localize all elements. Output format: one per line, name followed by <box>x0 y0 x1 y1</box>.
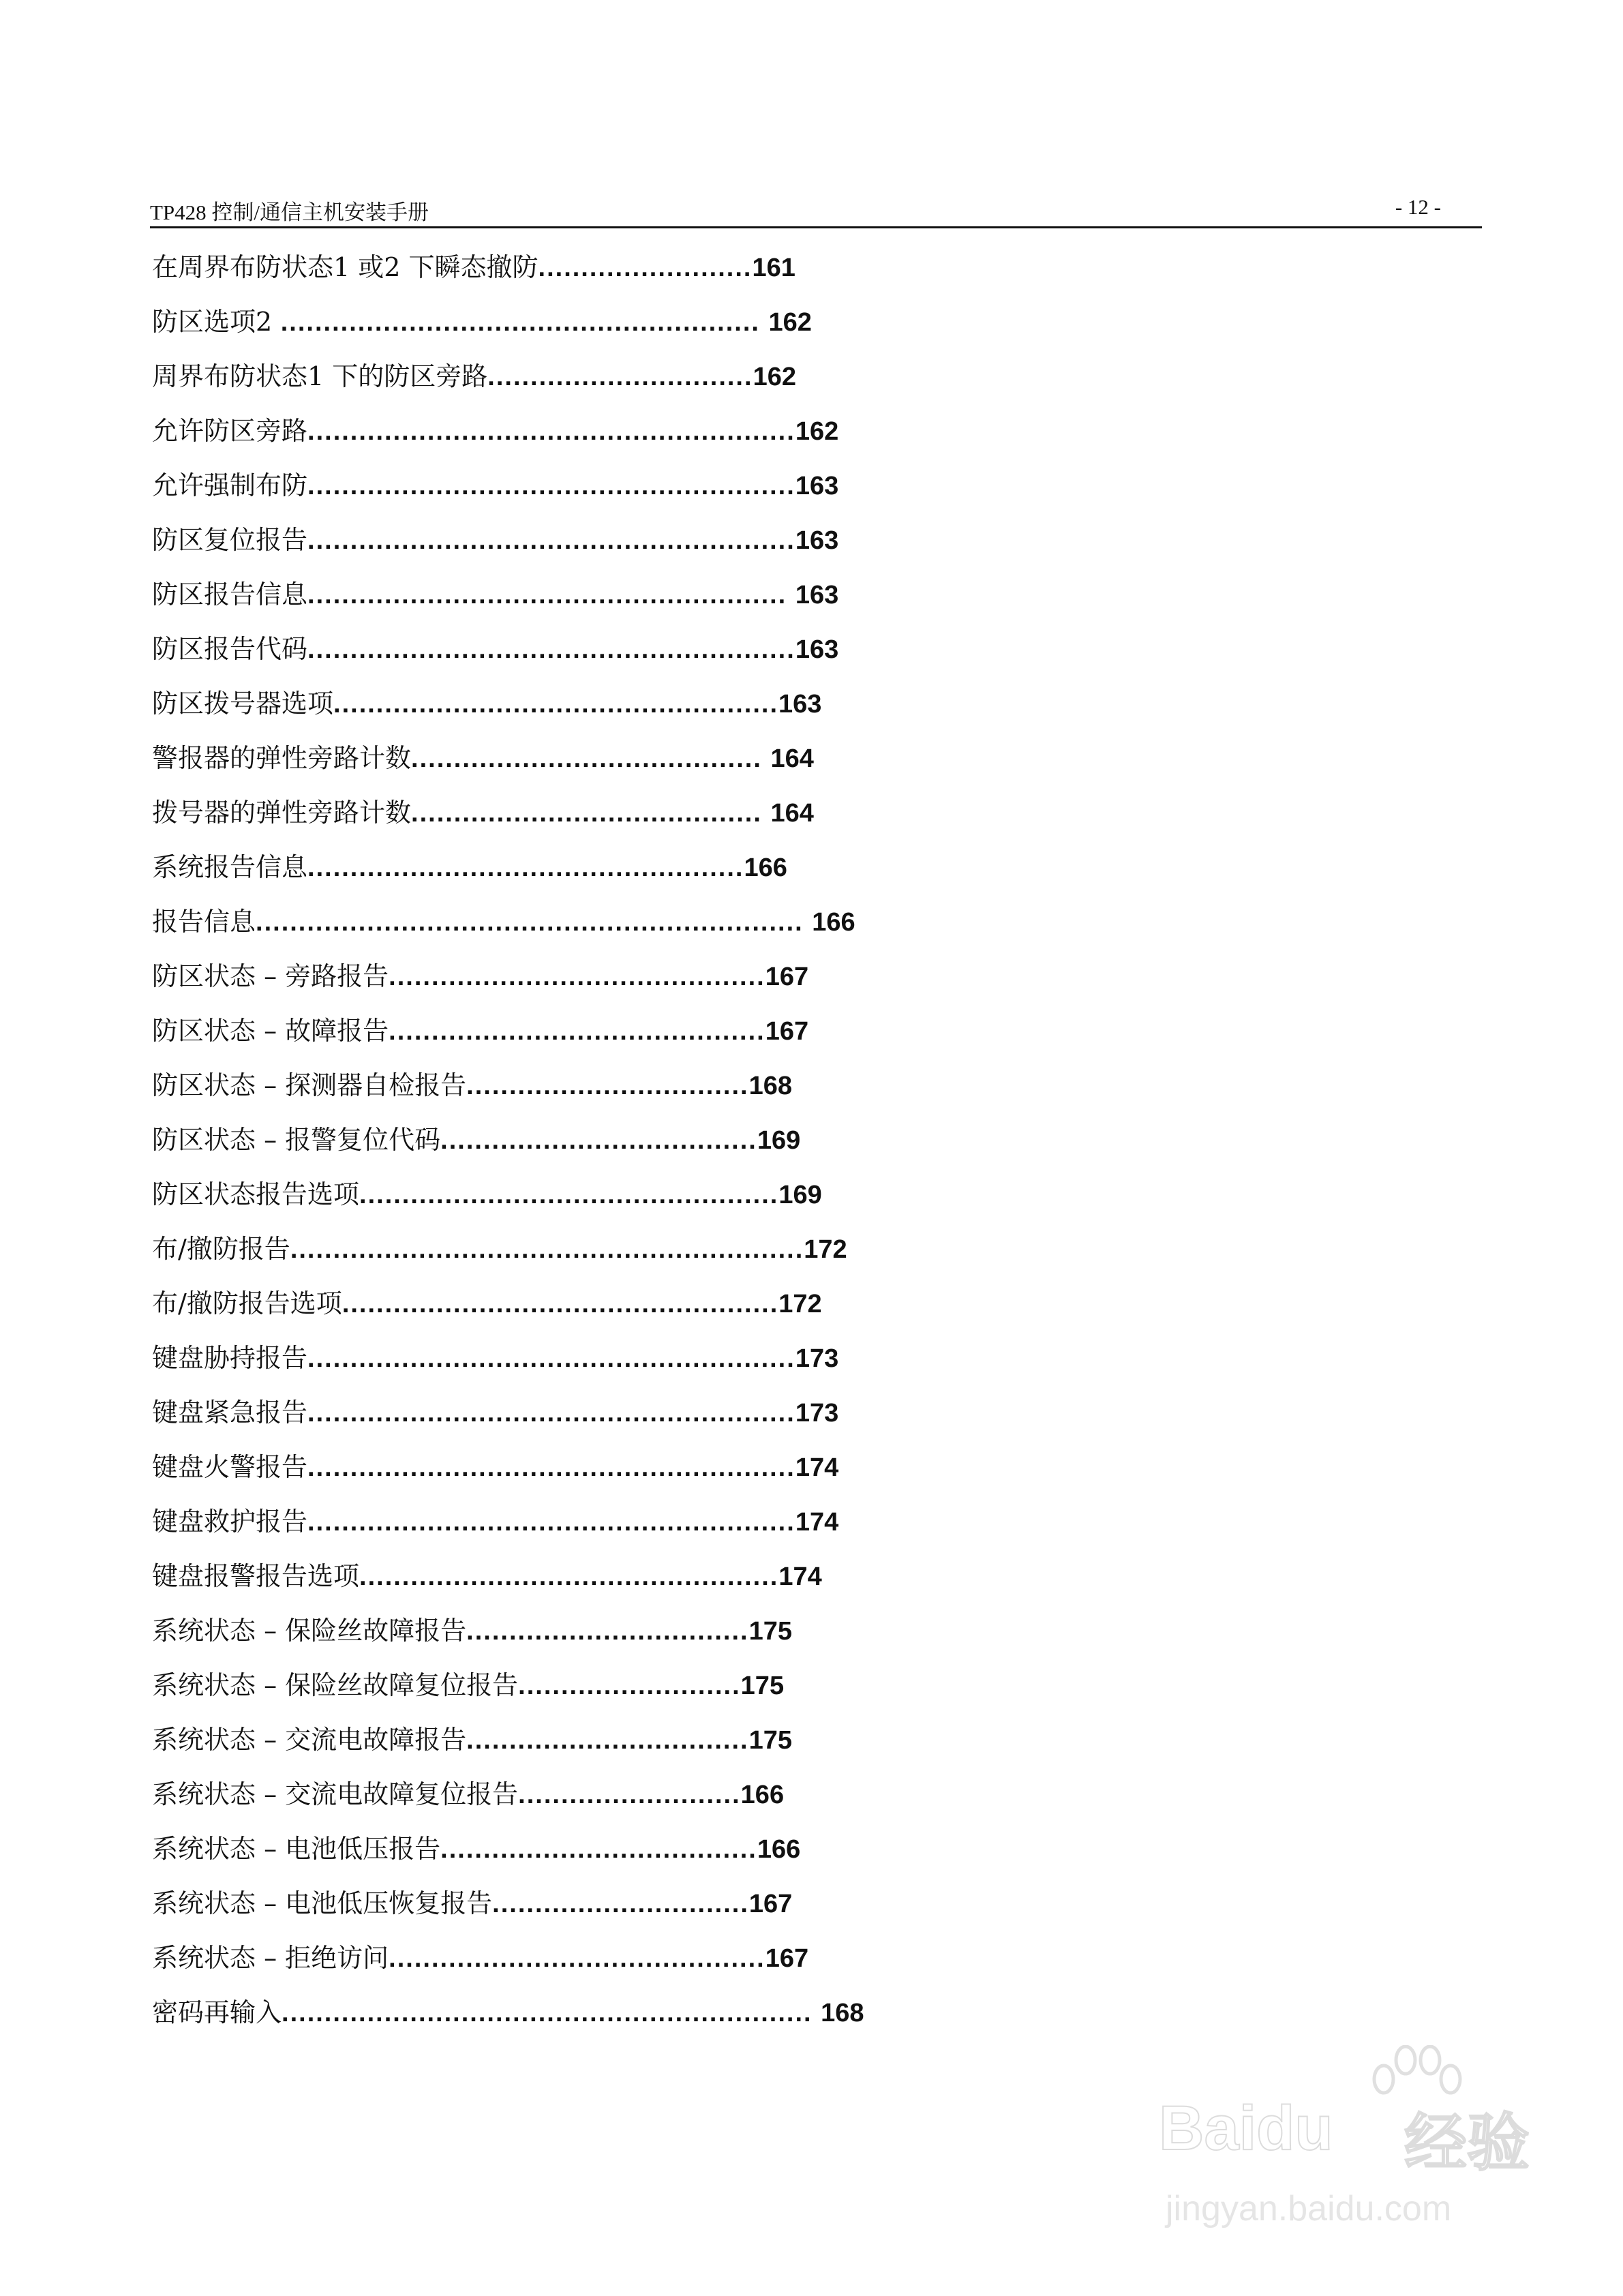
toc-entry <box>152 1065 834 1119</box>
toc-dot-leader: ................................. <box>466 1072 749 1100</box>
toc-entry <box>152 738 834 792</box>
toc-page-number: 173 <box>795 1399 839 1428</box>
toc-page-number: 167 <box>748 1890 793 1918</box>
toc-entry <box>152 1501 839 1556</box>
toc-entry-title: 防区复位报告 <box>152 525 308 555</box>
toc-entry-title: 键盘火警报告 <box>152 1452 308 1482</box>
toc-entry <box>152 356 834 410</box>
toc-entry <box>152 1610 834 1665</box>
toc-page-number: 163 <box>795 581 839 609</box>
toc-entry-title: 防区状态 – 探测器自检报告 <box>152 1070 467 1100</box>
toc-dot-leader: ................................. <box>466 1726 749 1755</box>
toc-dot-leader: ........................................................ <box>307 581 795 609</box>
toc-entry <box>152 1392 839 1447</box>
toc-entry <box>152 1937 834 1992</box>
toc-entry-title: 允许防区旁路 <box>152 416 308 446</box>
toc-entry-title: 报告信息 <box>152 907 256 937</box>
toc-entry <box>152 247 834 301</box>
toc-dot-leader: .................................................... <box>333 690 779 719</box>
toc-entry-title: 键盘报警报告选项 <box>152 1561 360 1591</box>
toc-dot-leader: ............................................ <box>389 1017 765 1046</box>
toc-dot-leader: ................................................................ <box>256 908 813 937</box>
toc-entry-title: 在周界布防状态1 或2 下瞬态撤防 <box>152 252 539 282</box>
toc-entry-title: 密码再输入 <box>152 1997 282 2027</box>
toc-page-number: 167 <box>765 1017 809 1046</box>
toc-entry-title: 系统状态 – 电池低压报告 <box>152 1834 441 1864</box>
toc-page-number: 167 <box>765 1944 809 1973</box>
toc-page-number: 162 <box>753 363 796 391</box>
toc-entry <box>152 1010 834 1065</box>
toc-dot-leader: ................................................. <box>359 1181 779 1209</box>
toc-entry <box>152 683 834 738</box>
toc-dot-leader: ............................... <box>487 363 753 391</box>
toc-dot-leader: .......................... <box>518 1672 741 1700</box>
toc-entry <box>152 1719 834 1774</box>
toc-dot-leader: ............................................ <box>389 1944 765 1973</box>
toc-page-number: 168 <box>821 1999 864 2027</box>
toc-entry-title: 防区状态 – 故障报告 <box>152 1016 389 1046</box>
toc-entry-title: 键盘胁持报告 <box>152 1343 308 1373</box>
toc-page-number: 166 <box>812 908 855 937</box>
toc-entry <box>152 410 839 465</box>
toc-page-number: 174 <box>795 1453 839 1482</box>
page-number: - 12 - <box>1395 195 1441 219</box>
toc-page-number: 163 <box>778 690 822 719</box>
toc-dot-leader: ......................................................... <box>307 526 795 555</box>
toc-dot-leader: ..................................... <box>440 1126 757 1155</box>
toc-page-number: 172 <box>778 1290 822 1318</box>
toc-entry <box>152 629 839 683</box>
toc-dot-leader: ......................................................... <box>307 635 795 664</box>
toc-page-number: 162 <box>768 308 812 337</box>
toc-entry-title: 系统状态 – 交流电故障报告 <box>152 1725 467 1755</box>
toc-entry-title: 防区报告代码 <box>152 634 308 664</box>
toc-entry-title: 键盘紧急报告 <box>152 1398 308 1428</box>
toc-dot-leader: ............................................................ <box>290 1235 804 1264</box>
toc-entry <box>152 1828 834 1883</box>
toc-entry <box>152 792 834 847</box>
toc-entry-title: 防区报告信息 <box>152 579 308 609</box>
toc-entry <box>152 901 855 956</box>
toc-page-number: 167 <box>765 963 809 991</box>
toc-entry <box>152 574 839 629</box>
toc-page-number: 169 <box>757 1126 801 1155</box>
toc-page-number: 166 <box>757 1835 801 1864</box>
toc-entry <box>152 847 834 901</box>
toc-entry-title: 系统报告信息 <box>152 852 308 882</box>
toc-dot-leader: .......................... <box>518 1781 741 1809</box>
toc-entry-title: 系统状态 – 保险丝故障报告 <box>152 1616 467 1646</box>
toc-entry <box>152 1665 834 1719</box>
toc-dot-leader: ................................................... <box>342 1290 779 1318</box>
toc-entry <box>152 301 834 356</box>
toc-dot-leader: ................................. <box>466 1617 749 1646</box>
toc-page-number: 164 <box>770 799 814 828</box>
toc-page-number: 169 <box>778 1181 822 1209</box>
toc-dot-leader: ............................................ <box>389 963 765 991</box>
toc-entry-title: 拨号器的弹性旁路计数 <box>152 798 412 828</box>
toc-page-number: 175 <box>740 1672 785 1700</box>
toc-entry <box>152 1119 834 1174</box>
toc-entry-title: 系统状态 – 交流电故障复位报告 <box>152 1779 519 1809</box>
toc-entry-title: 布/撤防报告选项 <box>152 1288 342 1318</box>
toc-entry-title: 系统状态 – 保险丝故障复位报告 <box>152 1670 519 1700</box>
page-header <box>150 192 1482 228</box>
toc-page-number: 175 <box>748 1617 792 1646</box>
toc-dot-leader: ..................................... <box>440 1835 757 1864</box>
toc-dot-leader: .............................. <box>492 1890 749 1918</box>
toc-page-number: 172 <box>804 1235 847 1264</box>
table-of-contents <box>152 247 864 2046</box>
watermark-brand: Baidu <box>1159 2094 1333 2163</box>
toc-entry <box>152 1338 839 1392</box>
toc-page-number: 173 <box>795 1344 839 1373</box>
toc-dot-leader: ......................................................... <box>307 1453 795 1482</box>
toc-entry <box>152 1774 834 1828</box>
toc-dot-leader: ......................................................... <box>307 1508 795 1537</box>
toc-dot-leader: ......................................... <box>411 744 771 773</box>
toc-entry <box>152 1883 834 1937</box>
toc-page-number: 174 <box>778 1562 822 1591</box>
toc-entry-title: 布/撤防报告 <box>152 1234 290 1264</box>
toc-entry-title: 系统状态 – 拒绝访问 <box>152 1943 389 1973</box>
toc-entry <box>152 1556 834 1610</box>
watermark-product: 经验 <box>1404 2106 1530 2179</box>
document-title: TP428 控制/通信主机安装手册 <box>150 200 429 224</box>
toc-page-number: 175 <box>748 1726 792 1755</box>
toc-dot-leader: .............................................................. <box>282 1999 821 2027</box>
toc-entry <box>152 519 839 574</box>
toc-entry-title: 防区状态 – 旁路报告 <box>152 961 389 991</box>
toc-dot-leader: ......................................... <box>411 799 771 828</box>
toc-page-number: 168 <box>748 1072 792 1100</box>
toc-page-number: 161 <box>752 254 795 282</box>
toc-dot-leader: ......................................................... <box>307 417 795 446</box>
toc-dot-leader: ................................................... <box>307 854 744 882</box>
toc-entry <box>152 1174 834 1228</box>
toc-dot-leader: ......................... <box>538 254 753 282</box>
toc-entry <box>152 1283 834 1338</box>
toc-entry-title: 防区拨号器选项 <box>152 689 334 719</box>
baidu-jingyan-watermark <box>1159 2045 1541 2250</box>
toc-entry <box>152 1992 864 2046</box>
toc-entry-title: 键盘救护报告 <box>152 1507 308 1537</box>
toc-entry <box>152 465 839 519</box>
toc-entry-title: 防区选项2 <box>152 307 273 337</box>
toc-entry <box>152 956 834 1010</box>
toc-dot-leader: ......................................................... <box>307 472 795 500</box>
toc-dot-leader: ................................................. <box>359 1562 779 1591</box>
toc-entry-title: 允许强制布防 <box>152 470 308 500</box>
toc-page-number: 162 <box>795 417 839 446</box>
toc-dot-leader: ......................................................... <box>307 1399 795 1428</box>
toc-page-number: 174 <box>795 1508 839 1537</box>
toc-page-number: 163 <box>795 526 839 555</box>
toc-entry <box>152 1228 847 1283</box>
toc-page-number: 163 <box>795 635 839 664</box>
toc-entry-title: 系统状态 – 电池低压恢复报告 <box>152 1888 493 1918</box>
toc-dot-leader: ......................................................... <box>307 1344 795 1373</box>
toc-entry-title: 周界布防状态1 下的防区旁路 <box>152 361 488 391</box>
toc-page-number: 166 <box>744 854 787 882</box>
toc-dot-leader: ........................................................ <box>272 308 769 337</box>
toc-entry-title: 防区状态 – 报警复位代码 <box>152 1125 441 1155</box>
toc-entry-title: 警报器的弹性旁路计数 <box>152 743 412 773</box>
toc-entry <box>152 1447 839 1501</box>
toc-page-number: 166 <box>740 1781 785 1809</box>
toc-page-number: 164 <box>770 744 814 773</box>
watermark-url: jingyan.baidu.com <box>1166 2189 1452 2229</box>
toc-page-number: 163 <box>795 472 839 500</box>
toc-entry-title: 防区状态报告选项 <box>152 1179 360 1209</box>
